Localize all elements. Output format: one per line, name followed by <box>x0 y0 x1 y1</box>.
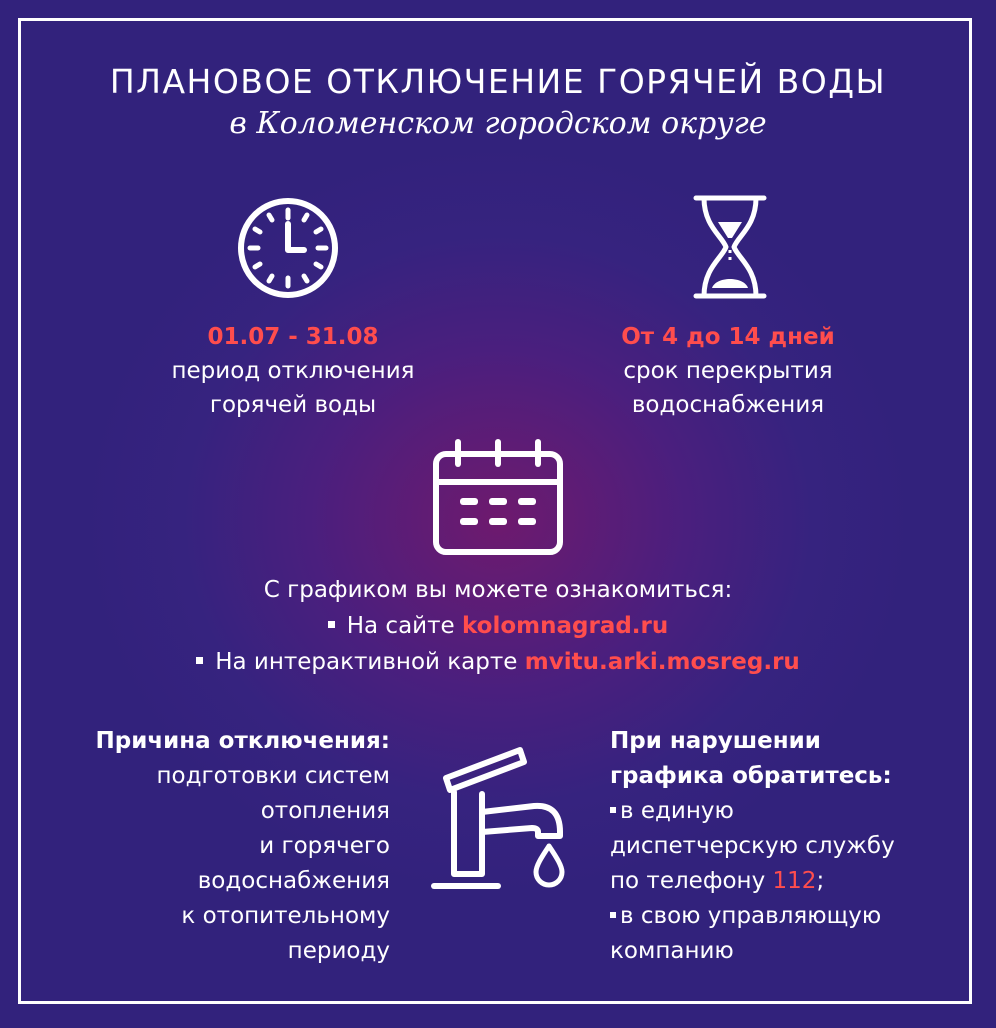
clock-icon <box>236 196 340 300</box>
duration-block <box>578 320 878 422</box>
schedule-block <box>0 572 996 680</box>
reason-line: и горячего <box>259 833 390 859</box>
schedule-item-map: На интерактивной карте mvitu.arki.mosreg.ru <box>0 644 996 680</box>
contact-block <box>610 724 940 969</box>
bullet-icon <box>196 657 203 664</box>
period-block <box>138 320 448 422</box>
contact-heading: При нарушении <box>610 728 821 754</box>
page-title: ПЛАНОВОЕ ОТКЛЮЧЕНИЕ ГОРЯЧЕЙ ВОДЫ <box>109 62 887 101</box>
map-link[interactable]: mvitu.arki.mosreg.ru <box>524 649 800 675</box>
reason-line: отопления <box>260 798 390 824</box>
contact-phone-line: по телефону 112; <box>610 868 825 894</box>
contact-item-company: в свою управляющую <box>610 899 940 934</box>
phone-number[interactable]: 112 <box>772 868 817 894</box>
reason-line: водоснабжения <box>197 868 390 894</box>
period-line2: горячей воды <box>209 392 377 418</box>
contact-item-dispatch: в единую <box>610 794 940 829</box>
page-subtitle: в Коломенском городском округе <box>229 106 767 141</box>
bullet-icon <box>328 621 335 628</box>
duration-line2: водоснабжения <box>631 392 825 418</box>
reason-heading: Причина отключения: <box>95 728 390 754</box>
schedule-item-website: На сайте kolomnagrad.ru <box>0 608 996 644</box>
bullet-icon <box>610 912 616 918</box>
reason-line: периоду <box>287 938 390 964</box>
reason-line: подготовки систем <box>156 763 390 789</box>
period-value: 01.07 - 31.08 <box>207 324 379 350</box>
schedule-intro: С графиком вы можете ознакомиться: <box>263 577 733 603</box>
reason-line: к отопительному <box>181 903 390 929</box>
reason-block <box>70 724 390 969</box>
faucet-icon <box>428 740 574 896</box>
contact-line: компанию <box>610 938 734 964</box>
period-line1: период отключения <box>171 358 415 384</box>
calendar-icon <box>432 438 564 556</box>
website-link[interactable]: kolomnagrad.ru <box>461 613 669 639</box>
duration-line1: срок перекрытия <box>623 358 833 384</box>
contact-heading: графика обратитесь: <box>610 763 892 789</box>
bullet-icon <box>610 807 616 813</box>
contact-line: диспетчерскую службу <box>610 833 895 859</box>
duration-value: От 4 до 14 дней <box>621 324 835 350</box>
hourglass-icon <box>692 192 768 302</box>
